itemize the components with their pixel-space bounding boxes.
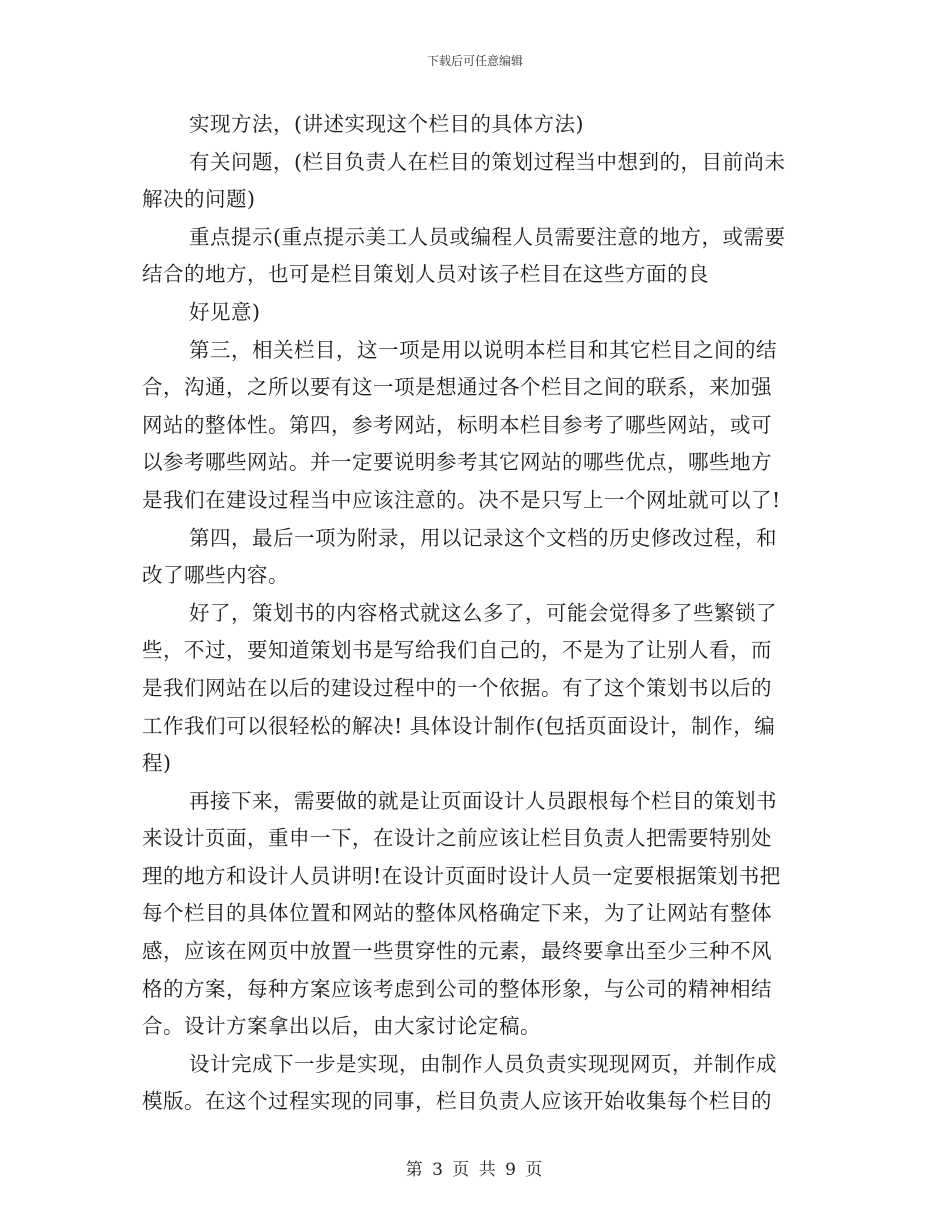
text-line: 模版。在这个过程实现的同事，栏目负责人应该开始收集每个栏目的	[142, 1089, 772, 1114]
text-line: 重点提示(重点提示美工人员或编程人员需要注意的地方，或需要	[189, 224, 786, 249]
text-line: 合。设计方案拿出以后，由大家讨论定稿。	[142, 1014, 541, 1039]
text-line: 好见意)	[189, 299, 261, 324]
text-line: 感，应该在网页中放置一些贯穿性的元素，最终要拿出至少三种不风	[142, 939, 772, 964]
text-line: 结合的地方，也可是栏目策划人员对该子栏目在这些方面的良	[142, 262, 709, 287]
text-line: 来设计页面，重申一下，在设计之前应该让栏目负责人把需要特别处	[142, 826, 772, 851]
text-line: 设计完成下一步是实现，由制作人员负责实现现网页，并制作成	[189, 1051, 777, 1076]
text-line: 每个栏目的具体位置和网站的整体风格确定下来，为了让网站有整体	[142, 901, 772, 926]
text-line: 第三，相关栏目，这一项是用以说明本栏目和其它栏目之间的结	[189, 337, 777, 362]
text-line: 合，沟通，之所以要有这一项是想通过各个栏目之间的联系，来加强	[142, 375, 772, 400]
text-line: 程)	[142, 751, 172, 776]
page-number-footer: 第 3 页 共 9 页	[405, 1160, 545, 1180]
text-line: 再接下来，需要做的就是让页面设计人员跟根每个栏目的策划书	[189, 788, 777, 813]
text-line: 改了哪些内容。	[142, 563, 289, 588]
page-header: 下载后可任意编辑	[426, 54, 523, 68]
text-line: 格的方案，每种方案应该考虑到公司的整体形象，与公司的精神相结	[142, 976, 772, 1001]
text-line: 有关问题，(栏目负责人在栏目的策划过程当中想到的，目前尚未	[189, 149, 786, 174]
text-line: 工作我们可以很轻松的解决! 具体设计制作(包括页面设计，制作，编	[142, 713, 776, 738]
text-line: 好了，策划书的内容格式就这么多了，可能会觉得多了些繁锁了	[189, 600, 777, 625]
text-line: 实现方法，(讲述实现这个栏目的具体方法)	[189, 112, 584, 136]
text-line: 以参考哪些网站。并一定要说明参考其它网站的哪些优点，哪些地方	[142, 450, 772, 475]
text-line: 是我们在建设过程当中应该注意的。决不是只写上一个网址就可以了!	[142, 487, 781, 512]
text-line: 网站的整体性。第四，参考网站，标明本栏目参考了哪些网站，或可	[142, 412, 772, 437]
text-line: 是我们网站在以后的建设过程中的一个依据。有了这个策划书以后的	[142, 675, 772, 700]
text-line: 解决的问题)	[142, 187, 256, 212]
text-line: 些，不过，要知道策划书是写给我们自己的，不是为了让别人看，而	[142, 638, 772, 663]
text-line: 第四，最后一项为附录，用以记录这个文档的历史修改过程，和	[189, 525, 777, 550]
text-line: 理的地方和设计人员讲明!在设计页面时设计人员一定要根据策划书把	[142, 863, 781, 888]
document-body	[142, 106, 808, 1121]
